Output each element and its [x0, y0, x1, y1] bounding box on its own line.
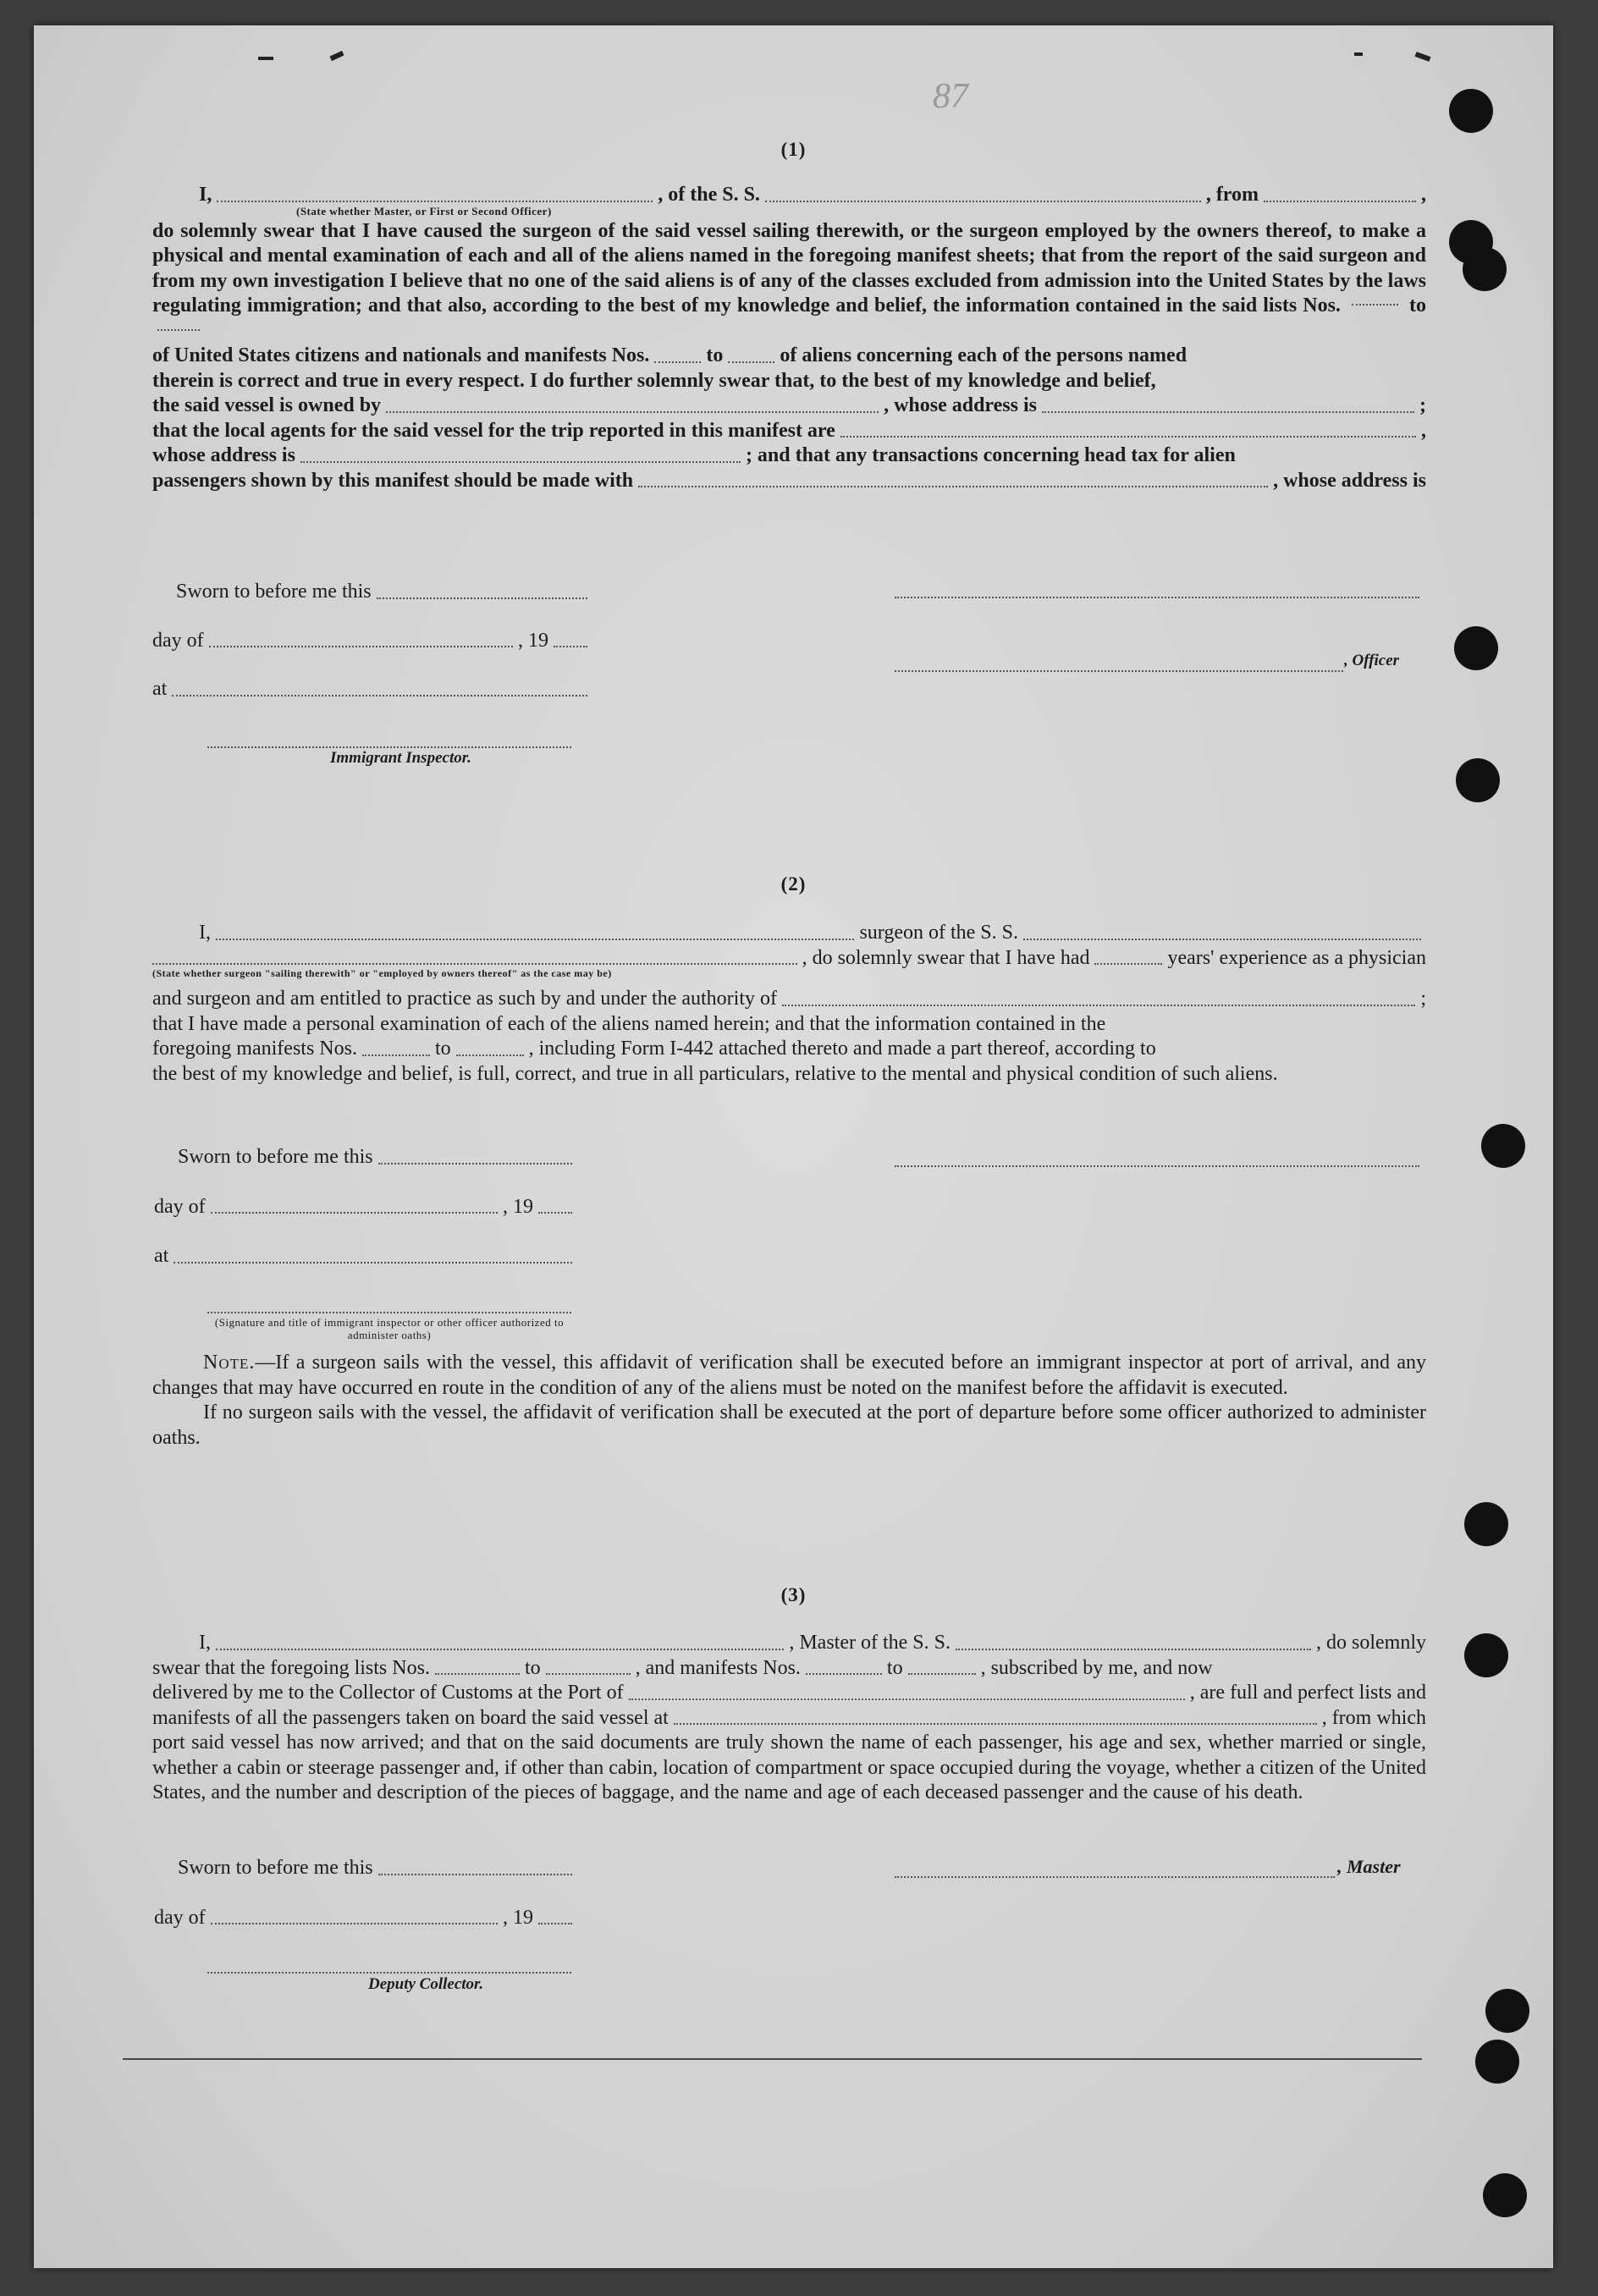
document-page — [34, 25, 1553, 2268]
lists-to-field[interactable] — [157, 329, 200, 331]
sec2-inspector-signature-line[interactable] — [207, 1312, 571, 1313]
note-text-2: If no surgeon sails with the vessel, the affidavit of verification shall be executed at the port of departure before some officer authorized to administer oaths. — [152, 1401, 1426, 1449]
surgeon-manifest-from-field[interactable] — [362, 1054, 430, 1056]
master-signature-line[interactable] — [895, 1876, 1335, 1878]
years-experience-field[interactable] — [1094, 963, 1162, 965]
deputy-signature-line[interactable] — [207, 1972, 571, 1974]
master-title-field[interactable] — [217, 201, 653, 202]
sec2-signature-caption: (Signature and title of immigrant inspector or other officer authorized to administer oaths) — [214, 1316, 565, 1341]
owner-address-field[interactable] — [1042, 411, 1414, 413]
section-2: I, surgeon of the S. S. , do solemnly swear that I have had years' experience as a physician (State whether surgeon "sailing therewith" or "employed by owners thereof" as the case may be) and surgeon and am entitled to practice as such by and under the authority of ; that I have made a personal examination of each of the aliens named herein; and that the information contained in the foregoing manifests Nos. to , including Form I-442 attached thereto and made a part thereof, according to the best of my knowledge and belief, is full, correct, and true in all particulars, relative to the mental and physical condition of such aliens. — [152, 921, 1426, 1087]
master-label: , Master — [1337, 1856, 1401, 1877]
sec1-sworn: Sworn to before me this day of , 19 at — [152, 580, 592, 702]
punch-hole — [1456, 758, 1500, 802]
surgeon-status-field[interactable] — [152, 963, 797, 965]
surgeon-oath-body-2: the best of my knowledge and belief, is full, correct, and true in all particulars, relative to the mental and physical condition of such aliens. — [152, 1062, 1278, 1085]
officer-signature-line-2[interactable] — [895, 670, 1343, 672]
local-agents-field[interactable] — [840, 436, 1416, 438]
note-section — [152, 1351, 1426, 1451]
sworn-year-field[interactable] — [554, 646, 587, 647]
master-sworn-day-field[interactable] — [378, 1874, 572, 1875]
sec3-sworn: Sworn to before me this day of , 19 — [154, 1856, 577, 1930]
corner-mark — [1354, 52, 1363, 56]
surgeon-sworn-year-field[interactable] — [538, 1212, 572, 1214]
section-3: I, , Master of the S. S. , do solemnly swear that the foregoing lists Nos. to , and manifests Nos. to , subscribed by me, and now delivered by me to the Collector of Customs at the Port of , are full and perfect lists and manifests of all the passengers taken on board the said vessel at , from which port said vessel has now arrived; and that on the said documents are truly shown the name of each passenger, his age and sex, whether married or single, whether a cabin or steerage passenger and, if other than cabin, location of compartment or space occupied during the voyage, whether a citizen of the United States, and the number and description of the pieces of baggage, and the name and age of each deceased passenger and the cause of his death. — [152, 1631, 1426, 1806]
surgeon-manifest-to-field[interactable] — [456, 1054, 524, 1056]
corner-mark — [258, 57, 273, 60]
note-text: Note.—If a surgeon sails with the vessel, this affidavit of verification shall be executed before an immigrant inspector at port of arrival, and any changes that may have occurred en route in the condition of any of the aliens must be noted on the manifest before the affidavit is executed. — [152, 1352, 1426, 1399]
head-tax-contact-field[interactable] — [638, 486, 1268, 487]
oath-body-1: do solemnly swear that I have caused the surgeon of the said vessel sailing therewith, or the surgeon employed by the owners thereof, to make a physical and mental examination of each and all of the aliens named in the foregoing manifest sheets; that from the report of the said surgeon and from my own investigation I believe that no one of the said aliens is of any of the classes excluded from admission into the United States by the laws regulating immigration; and that also, according to the best of my knowledge and belief, the information contained in the said lists Nos. to — [152, 219, 1426, 344]
lists-from-field[interactable] — [1352, 304, 1398, 306]
surgeon-sworn-month-field[interactable] — [211, 1212, 498, 1214]
punch-hole — [1463, 247, 1507, 291]
of-ss-label: , of the S. S. — [658, 184, 760, 206]
master-oath-body: port said vessel has now arrived; and that on the said documents are truly shown the name of each passenger, his age and sex, whether married or single, whether a cabin or steerage passenger and, if other than cabin, location of compartment or space occupied during the voyage, whether a citizen of the United States, and the number and description of the pieces of baggage, and the name and age of each deceased passenger and the cause of his death. — [152, 1732, 1426, 1803]
inspector-label: Immigrant Inspector. — [330, 749, 471, 767]
oath-therein: therein is correct and true in every respect. I do further solemnly swear that, to the best of my knowledge and belief, — [152, 369, 1156, 392]
surgeon-signature-line[interactable] — [895, 1165, 1419, 1167]
sec3-manifests-from-field[interactable] — [806, 1673, 882, 1675]
punch-hole — [1464, 1502, 1508, 1546]
punch-hole — [1464, 1633, 1508, 1677]
sec2-sworn: Sworn to before me this day of , 19 at — [154, 1145, 577, 1269]
sworn-month-field[interactable] — [209, 646, 513, 647]
sec3-lists-to-field[interactable] — [546, 1673, 631, 1675]
inspector-signature-line[interactable] — [207, 746, 571, 748]
section-1-heading: (1) — [780, 139, 807, 160]
punch-hole — [1449, 89, 1493, 133]
port-of-arrival-field[interactable] — [629, 1699, 1185, 1700]
section-2-heading: (2) — [780, 873, 807, 895]
page-number: 87 — [933, 77, 968, 116]
owner-field[interactable] — [386, 411, 879, 413]
authority-field[interactable] — [782, 1005, 1415, 1006]
master-sworn-month-field[interactable] — [211, 1923, 498, 1924]
surgeon-name-field[interactable] — [216, 939, 854, 940]
officer-caption: (State whether Master, or First or Second Officer) — [296, 204, 552, 217]
punch-hole — [1454, 626, 1498, 670]
note-label: Note. — [203, 1352, 256, 1374]
sec3-vessel-field[interactable] — [956, 1649, 1311, 1650]
corner-mark — [1415, 52, 1431, 62]
section-1: I, , of the S. S. , from , (State whether Master, or First or Second Officer) do solemnly swear that I have caused the surgeon of the said vessel sailing therewith, or the surgeon employed by the owners thereof, to make a physical and mental examination of each and all of the aliens named in the foregoing manifest sheets; that from the report of the said surgeon and from my own investigation I believe that no one of the said aliens is of any of the classes excluded from admission into the United States by the laws regulating immigration; and that also, according to the best of my knowledge and belief, the information contained in the said lists Nos. to of United States citizens and nationals and manifests Nos. to of aliens concerning each of the persons named therein is correct and true in every respect. I do further solemnly swear that, to the best of my knowledge and belief, the said vessel is owned by , whose address is ; that the local agents for the said vessel for the trip reported in this manifest are , whose address is ; and that any transactions concerning head tax for alien passengers shown by this manifest should be made with , whose address is — [152, 184, 1427, 492]
officer-signature-line[interactable] — [895, 597, 1419, 598]
surgeon-caption: (State whether surgeon "sailing therewith" or "employed by owners thereof" as the case may be) — [152, 967, 612, 979]
surgeon-sworn-day-field[interactable] — [378, 1163, 572, 1165]
master-sworn-year-field[interactable] — [538, 1923, 572, 1924]
master-name-field[interactable] — [216, 1649, 784, 1650]
corner-mark — [329, 51, 344, 61]
port-from-field[interactable] — [1264, 201, 1416, 202]
punch-hole — [1475, 2040, 1519, 2084]
from-label: , from — [1205, 184, 1259, 206]
surgeon-sworn-place-field[interactable] — [174, 1262, 572, 1264]
sec3-lists-from-field[interactable] — [435, 1673, 520, 1675]
intro-i: I, — [199, 184, 212, 206]
manifest-from-field[interactable] — [654, 361, 701, 363]
officer-label: , Officer — [1344, 652, 1400, 669]
section-3-heading: (3) — [780, 1584, 807, 1605]
punch-hole — [1481, 1124, 1525, 1168]
punch-hole — [1483, 2173, 1527, 2217]
surgeon-vessel-field[interactable] — [1023, 939, 1421, 940]
sworn-day-field[interactable] — [377, 597, 587, 599]
vessel-name-field[interactable] — [765, 201, 1201, 202]
sec3-manifests-to-field[interactable] — [908, 1673, 976, 1675]
port-of-embarkation-field[interactable] — [674, 1723, 1317, 1725]
surgeon-oath-body: that I have made a personal examination of each of the aliens named herein; and that the information contained in the — [152, 1012, 1106, 1035]
sworn-place-field[interactable] — [172, 695, 587, 697]
deputy-label: Deputy Collector. — [368, 1975, 484, 1993]
punch-hole — [1485, 1989, 1529, 2033]
manifest-to-field[interactable] — [728, 361, 774, 363]
agents-address-field[interactable] — [300, 461, 741, 463]
bottom-rule — [123, 2058, 1422, 2060]
